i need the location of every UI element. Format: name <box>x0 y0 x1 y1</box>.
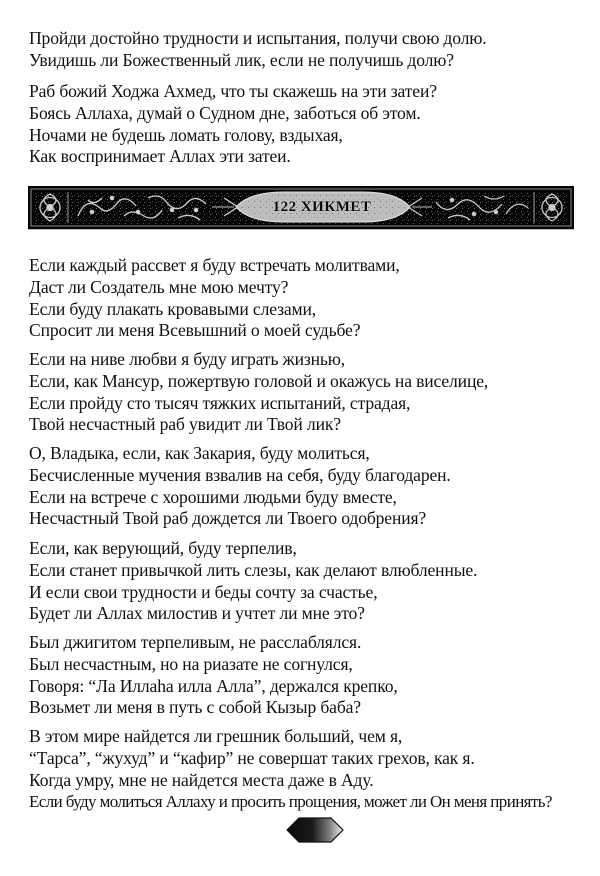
verse-line: Если на ниве любви я буду играть жизнью, <box>29 349 346 369</box>
stanza <box>29 255 400 342</box>
verse-line: И если свои трудности и беды сочту за счастье, <box>29 581 378 602</box>
verse-line: Твой несчастный раб увидит ли Твой лик? <box>29 414 341 435</box>
page-number-badge <box>285 815 345 845</box>
verse-line: Увидишь ли Божественный лик, если не получишь долю? <box>29 49 454 70</box>
verse-line: Если, как верующий, буду терпелив, <box>29 538 297 558</box>
verse-line: Раб божий Ходжа Ахмед, что ты скажешь на эти затеи? <box>29 81 437 101</box>
verse-line: Если буду молиться Аллаху и просить прощения, может ли Он меня принять? <box>29 792 552 812</box>
verse-line: Если станет привычкой лить слезы, как делают влюбленные. <box>29 559 478 580</box>
verse-line: Будет ли Аллах милостив и учтет ли мне это? <box>29 603 365 624</box>
verse-line: В этом мире найдется ли грешник больший, чем я, <box>29 726 403 746</box>
section-banner <box>28 186 574 229</box>
verse-line: Ночами не будешь ломать голову, вздыхая, <box>29 124 343 145</box>
verse-line: Если буду плакать кровавыми слезами, <box>29 298 317 319</box>
stanza <box>29 81 437 168</box>
verse-line: Даст ли Создатель мне мою мечту? <box>29 276 289 297</box>
verse-line: Если пройду сто тысяч тяжких испытаний, страдая, <box>29 392 411 413</box>
stanza <box>29 349 488 436</box>
verse-line: Спросит ли меня Всевышний о моей судьбе? <box>29 320 361 341</box>
verse-line: Если каждый рассвет я буду встречать молитвами, <box>29 255 400 275</box>
verse-line: О, Владыка, если, как Закария, буду молиться, <box>29 443 370 463</box>
verse-line: Был джигитом терпеливым, не расслаблялся. <box>29 632 362 652</box>
stanza <box>29 538 477 625</box>
verse-line: Пройди достойно трудности и испытания, получи свою долю. <box>29 28 487 48</box>
verse-line: “Тарса”, “жухуд” и “кафир” не совершат таких грехов, как я. <box>29 747 475 768</box>
verse-line: Как воспринимает Аллах эти затеи. <box>29 146 291 167</box>
verse-line: Бесчисленные мучения взвалив на себя, буду благодарен. <box>29 464 451 485</box>
banner-title-container <box>242 193 402 222</box>
verse-line: Возьмет ли меня в путь с собой Кызыр баба? <box>29 697 361 718</box>
verse-line: Боясь Аллаха, думай о Судном дне, заботься об этом. <box>29 102 421 123</box>
verse-line: Когда умру, мне не найдется места даже в Аду. <box>29 769 374 790</box>
verse-line: Несчастный Твой раб дождется ли Твоего одобрения? <box>29 508 427 529</box>
stanza <box>29 726 552 813</box>
verse-line: Если, как Мансур, пожертвую головой и окажусь на виселице, <box>29 370 489 391</box>
page-number <box>285 815 345 845</box>
stanza <box>29 28 487 72</box>
stanza <box>29 632 398 719</box>
verse-line: Говоря: “Ла Иллаhа илла Алла”, держался крепко, <box>29 675 398 696</box>
verse-line: Был несчастным, но на риазате не согнулся, <box>29 653 353 674</box>
verse-line: Если на встрече с хорошими людьми буду вместе, <box>29 486 397 507</box>
stanza <box>29 443 451 530</box>
section-title: 122 ХИКМЕТ <box>272 199 372 215</box>
